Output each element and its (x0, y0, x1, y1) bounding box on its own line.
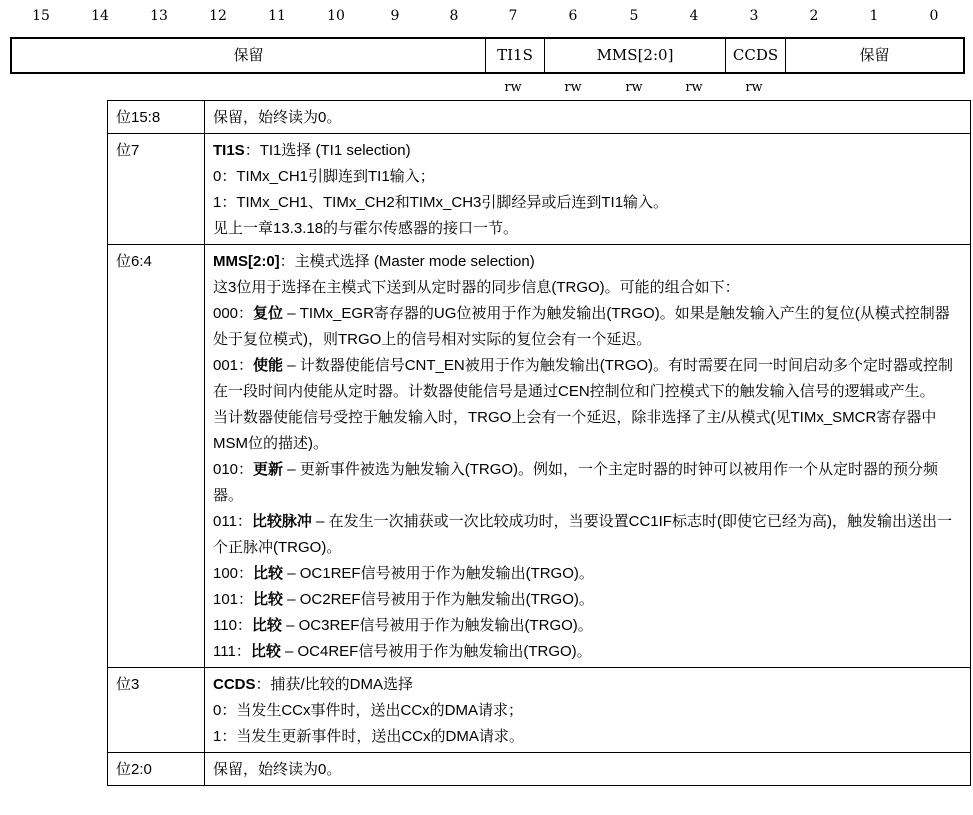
mode-text: – 计数器使能信号CNT_EN被用于作为触发输出(TRGO)。有时需要在同一时间启动多个定时器或控制在一段时间内使能从定时器。计数器使能信号是通过CEN控制位和门控模式下的触发输入信号的逻辑或产生。 (213, 357, 954, 400)
table-row (108, 134, 971, 245)
field-name: CCDS (213, 676, 256, 693)
bit-number-11: 11 (268, 8, 286, 24)
description-line: 0：TIMx_CH1引脚连到TI1输入； (213, 168, 435, 185)
field-reserved-low: 保留 (859, 46, 890, 64)
table-row (108, 753, 971, 786)
mode-option-011 (213, 509, 962, 561)
field-title-line (213, 672, 962, 698)
description-line: 当计数器使能信号受控于触发输入时，TRGO上会有一个延迟，除非选择了主/从模式(见TIMx_SMCR寄存器中MSM位的描述)。 (213, 409, 937, 452)
mode-text: – OC3REF信号被用于作为触发输出(TRGO)。 (281, 617, 593, 634)
bit-number-3: 3 (749, 8, 759, 24)
field-ccds: CCDS (726, 39, 786, 72)
mode-option-100 (213, 561, 962, 587)
bit-range-cell: 位2:0 (108, 753, 205, 786)
access-bit-7: rw (504, 80, 522, 95)
mode-option-000 (213, 301, 962, 353)
table-row (108, 245, 971, 668)
bit-number-13: 13 (150, 8, 168, 24)
bit-number-4: 4 (689, 8, 699, 24)
mode-keyword: 使能 (253, 357, 284, 374)
mode-text: – 更新事件被选为触发输入(TRGO)。例如，一个主定时器的时钟可以被用作一个从定时器的预分频器。 (213, 461, 939, 504)
bit-number-12: 12 (209, 8, 227, 24)
field-mms: MMS[2:0] (545, 39, 726, 72)
mode-keyword: 比较 (250, 643, 281, 660)
mode-text: – OC4REF信号被用于作为触发输出(TRGO)。 (280, 643, 592, 660)
mode-code: 000： (213, 305, 254, 322)
field-reserved-high: 保留 (12, 39, 486, 72)
description-cell (205, 668, 971, 753)
field-ti1s: TI1S (486, 39, 545, 72)
bit-number-7: 7 (508, 8, 518, 24)
field-name: TI1S (213, 142, 245, 159)
bit-range-cell: 位15:8 (108, 101, 205, 134)
mode-code: 001： (213, 357, 254, 374)
access-bit-5: rw (625, 80, 643, 95)
description-line: 保留，始终读为0。 (213, 761, 342, 778)
mode-keyword: 比较脉冲 (251, 513, 312, 530)
field-name: MMS[2:0] (213, 253, 280, 270)
description-line: 1：当发生更新事件时，送出CCx的DMA请求。 (213, 728, 524, 745)
bit-number-row (0, 8, 973, 28)
mode-option-111 (213, 639, 962, 665)
description-line: 保留，始终读为0。 (213, 109, 342, 126)
description-cell (205, 245, 971, 668)
mode-code: 011： (213, 513, 252, 530)
register-field-row (10, 37, 965, 74)
mode-keyword: 比较 (251, 617, 282, 634)
mode-text: – TIMx_EGR寄存器的UG位被用于作为触发输出(TRGO)。如果是触发输入产生的复位(从模式控制器处于复位模式)，则TRGO上的信号相对实际的复位会有一个延迟。 (213, 305, 950, 348)
mode-code: 101： (213, 591, 254, 608)
mode-option-010 (213, 457, 962, 509)
description-line: 这3位用于选择在主模式下送到从定时器的同步信息(TRGO)。可能的组合如下： (213, 279, 740, 296)
bit-number-0: 0 (929, 8, 939, 24)
description-cell (205, 101, 971, 134)
bit-number-5: 5 (629, 8, 639, 24)
access-bit-3: rw (745, 80, 763, 95)
bit-range-cell: 位7 (108, 134, 205, 245)
mode-code: 100： (213, 565, 254, 582)
access-row (0, 80, 973, 96)
table-row (108, 668, 971, 753)
bit-number-6: 6 (568, 8, 578, 24)
bit-description-table (107, 100, 971, 786)
bit-number-10: 10 (327, 8, 345, 24)
bit-range-cell: 位3 (108, 668, 205, 753)
mode-code: 010： (213, 461, 254, 478)
description-line: 1：TIMx_CH1、TIMx_CH2和TIMx_CH3引脚经异或后连到TI1输入。 (213, 194, 669, 211)
mode-keyword: 比较 (253, 565, 284, 582)
bit-number-9: 9 (390, 8, 400, 24)
access-bit-6: rw (564, 80, 582, 95)
access-bit-4: rw (685, 80, 703, 95)
field-title: ：主模式选择 (Master mode selection) (279, 253, 535, 270)
mode-option-110 (213, 613, 962, 639)
mode-keyword: 比较 (253, 591, 284, 608)
bit-number-14: 14 (91, 8, 109, 24)
bit-number-8: 8 (449, 8, 459, 24)
description-cell (205, 753, 971, 786)
field-title-line (213, 138, 962, 164)
mode-text: – OC2REF信号被用于作为触发输出(TRGO)。 (283, 591, 594, 608)
mode-text: – 在发生一次捕获或一次比较成功时，当要设置CC1IF标志时(即使它已经为高)，触发输出送出一个正脉冲(TRGO)。 (213, 513, 952, 556)
field-title-line (213, 249, 962, 275)
field-title: ：TI1选择 (TI1 selection) (244, 142, 411, 159)
mode-text: – OC1REF信号被用于作为触发输出(TRGO)。 (283, 565, 594, 582)
field-title: ：捕获/比较的DMA选择 (255, 676, 414, 693)
description-cell (205, 134, 971, 245)
bit-range-cell: 位6:4 (108, 245, 205, 668)
description-line: 0：当发生CCx事件时，送出CCx的DMA请求； (213, 702, 524, 719)
bit-number-2: 2 (809, 8, 819, 24)
bit-number-1: 1 (869, 8, 879, 24)
bit-number-15: 15 (32, 8, 50, 24)
description-line: 见上一章13.3.18的与霍尔传感器的接口一节。 (213, 220, 519, 237)
mode-code: 111： (213, 643, 251, 660)
mode-keyword: 更新 (253, 461, 284, 478)
mode-option-001 (213, 353, 962, 405)
mode-option-101 (213, 587, 962, 613)
mode-keyword: 复位 (253, 305, 284, 322)
table-row (108, 101, 971, 134)
mode-code: 110： (213, 617, 252, 634)
